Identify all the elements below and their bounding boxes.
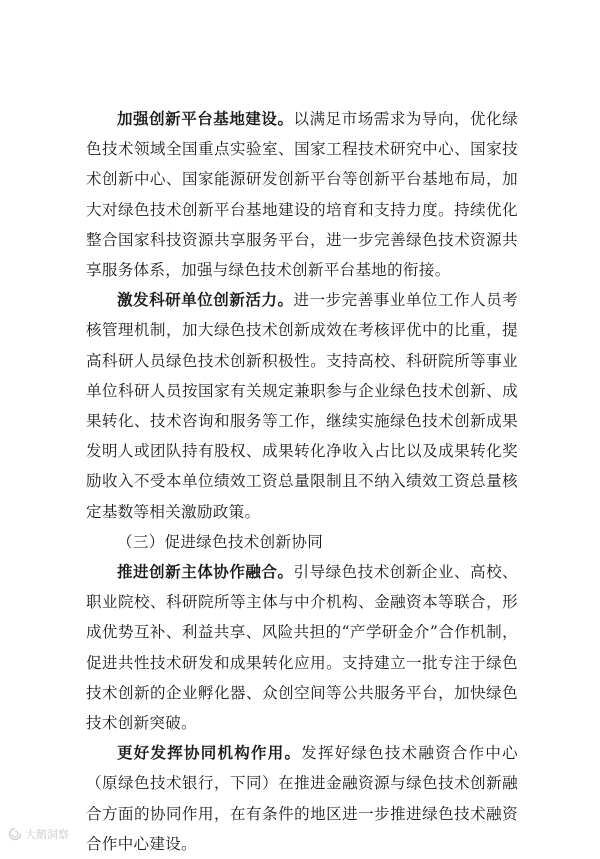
paragraph-coordination-agencies	[86, 738, 518, 859]
watermark	[8, 826, 69, 842]
paragraph-body: 发挥好绿色技术融资合作中心（原绿色技术银行，下同）在推进金融资源与绿色技术创新融合方面的协同作用，在有条件的地区进一步推进绿色技术融资合作中心建设。	[86, 744, 518, 853]
document-body	[86, 104, 518, 859]
paragraph-research-vitality	[86, 285, 518, 527]
paragraph-lead: 加强创新平台基地建设。	[117, 110, 294, 128]
paragraph-body: 以满足市场需求为导向，优化绿色技术领域全国重点实验室、国家工程技术研究中心、国家技术创新中心、国家能源研发创新平台等创新平台基地布局，加大对绿色技术创新平台基地建设的培育和支持力度。持续优化整合国家科技资源共享服务平台，进一步完善绿色技术资源共享服务体系，加强与绿色技术创新平台基地的衔接。	[86, 110, 518, 280]
paragraph-body: 引导绿色技术创新企业、高校、职业院校、科研院所等主体与中介机构、金融资本等联合，形成优势互补、利益共享、风险共担的“产学研金介”合作机制，促进共性技术研发和成果转化应用。支持建立一批专注于绿色技术创新的企业孵化器、众创空间等公共服务平台，加快绿色技术创新突破。	[86, 563, 518, 733]
paragraph-lead: 激发科研单位创新活力。	[117, 291, 294, 310]
paragraph-body: 进一步完善事业单位工作人员考核管理机制，加大绿色技术创新成效在考核评优中的比重，提高科研人员绿色技术创新积极性。支持高校、科研院所等事业单位科研人员按国家有关规定兼职参与企业绿色技术创新、成果转化、技术咨询和服务等工作，继续实施绿色技术创新成果发明人或团队持有股权、成果转化净收入占比以及成果转化奖励收入不受本单位绩效工资总量限制且不纳入绩效工资总量核定基数等相关激励政策。	[86, 291, 518, 521]
paragraph-innovation-platform	[86, 104, 518, 285]
swirl-logo-icon	[8, 827, 22, 841]
watermark-text: 大鹅洞察	[25, 828, 69, 841]
paragraph-lead: 更好发挥协同机构作用。	[117, 744, 302, 763]
paragraph-collaboration	[86, 557, 518, 738]
paragraph-lead: 推进创新主体协作融合。	[117, 563, 294, 582]
section-heading: （三）促进绿色技术创新协同	[117, 532, 324, 551]
